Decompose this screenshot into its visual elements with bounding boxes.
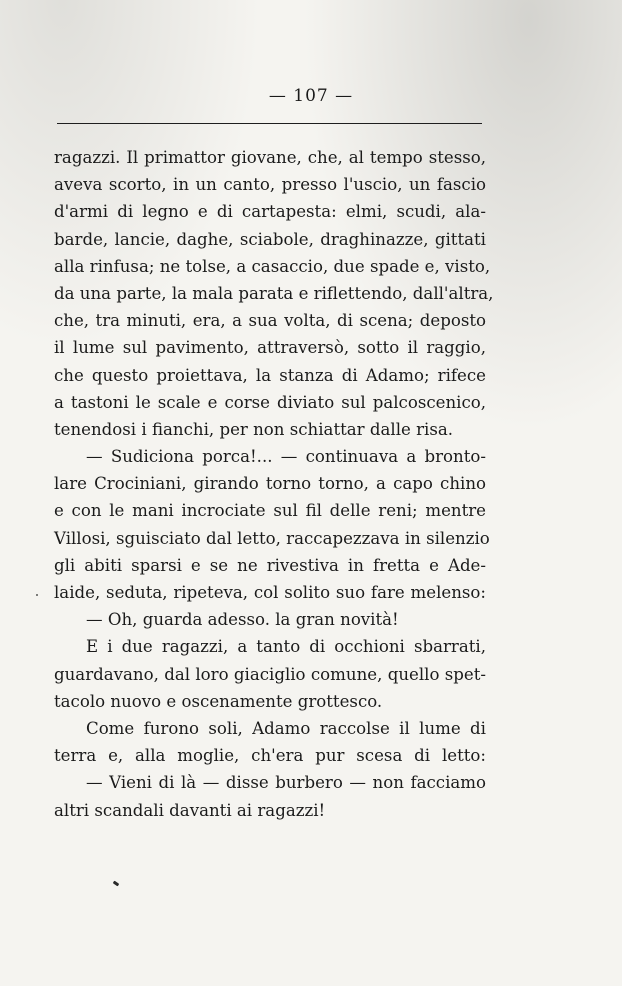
text-line: a tastoni le scale e corse diviato sul palcoscenico, — [54, 392, 486, 412]
text-line: ragazzi. Il primattor giovane, che, al tempo stesso, — [54, 148, 486, 167]
text-line: da una parte, la mala parata e riflettendo, dall'altra, — [54, 283, 494, 303]
text-line: il lume sul pavimento, attraversò, sotto il raggio, — [54, 338, 486, 358]
text-line: — Vieni di là — disse burbero — non facciamo — [86, 773, 486, 793]
text-line: terra e, alla moglie, ch'era pur scesa di letto: — [54, 746, 486, 766]
text-line: che questo proiettava, la stanza di Adamo; rifece — [54, 365, 486, 385]
text-line: e con le mani incrociate sul fil delle reni; mentre — [54, 501, 486, 521]
text-line: — Oh, guarda adesso. la gran novità! — [86, 610, 399, 630]
text-line: Come furono soli, Adamo raccolse il lume di — [86, 718, 486, 738]
text-line: altri scandali davanti ai ragazzi! — [54, 800, 326, 820]
text-line: alla rinfusa; ne tolse, a casaccio, due spade e, visto, — [54, 256, 491, 276]
ink-speck — [36, 594, 38, 596]
text-line: aveva scorto, in un canto, presso l'uscio, un fascio — [54, 175, 486, 195]
text-line: Villosi, sguisciato dal letto, raccapezzava in silenzio — [54, 528, 490, 548]
text-line: — Sudiciona porca!... — continuava a bronto- — [86, 447, 486, 467]
page-number: — 107 — — [268, 86, 354, 106]
header-rule — [57, 123, 482, 124]
text-line: d'armi di legno e di cartapesta: elmi, scudi, ala- — [54, 202, 486, 222]
text-line: gli abiti sparsi e se ne rivestiva in fretta e Ade- — [54, 555, 486, 575]
text-line: tacolo nuovo e oscenamente grottesco. — [54, 691, 383, 711]
text-line: laide, seduta, ripeteva, col solito suo fare melenso: — [54, 583, 486, 602]
text-line: che, tra minuti, era, a sua volta, di scena; deposto — [54, 311, 486, 331]
text-line: tenendosi i fianchi, per non schiattar dalle risa. — [54, 419, 454, 439]
text-line: barde, lancie, daghe, sciabole, draghinazze, gittati — [54, 229, 486, 249]
ink-speck — [113, 881, 120, 887]
text-line: E i due ragazzi, a tanto di occhioni sbarrati, — [86, 637, 486, 657]
text-line: lare Crociniani, girando torno torno, a capo chino — [54, 474, 486, 494]
body-text — [54, 144, 494, 824]
text-line: guardavano, dal loro giaciglio comune, quello spet- — [54, 664, 486, 684]
